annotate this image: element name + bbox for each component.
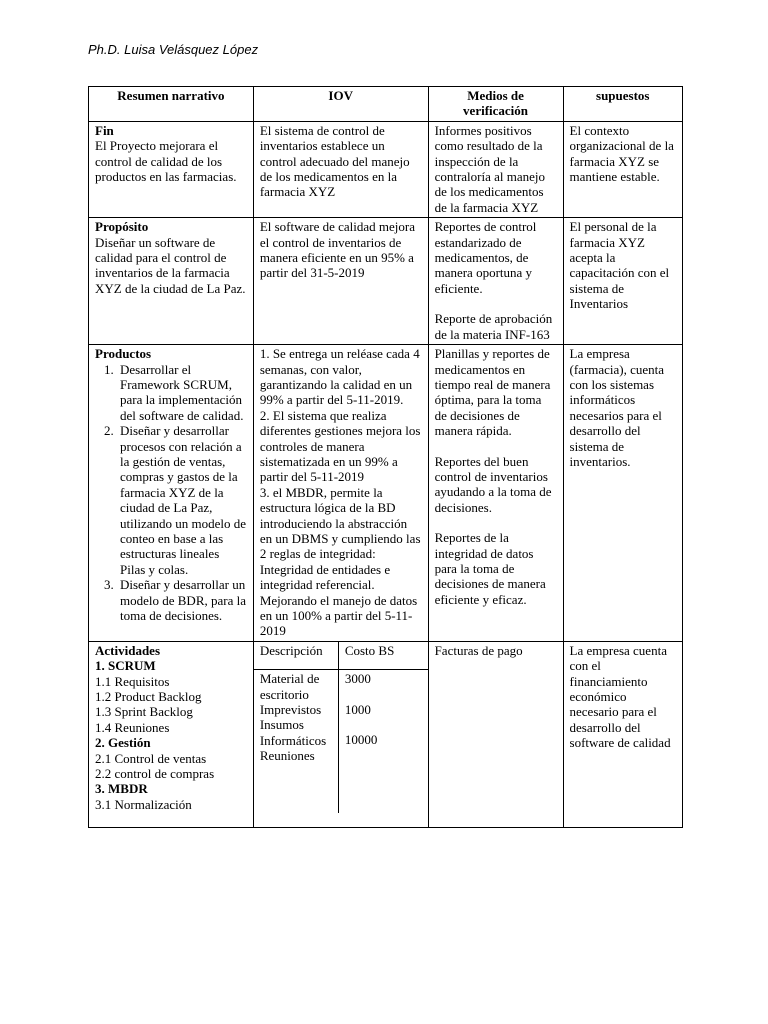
fin-iov: El sistema de control de inventarios establece un control adecuado del manejo de los medicamentos en la farmacia XYZ: [253, 121, 428, 217]
actividad-line: 1.2 Product Backlog: [95, 689, 202, 705]
fin-medios: Informes positivos como resultado de la inspección de la contraloría al manejo de los medicamentos de la farmacia XYZ: [428, 121, 563, 217]
costo-value: 10000: [344, 732, 378, 748]
header-medios: Medios de verificación: [428, 87, 563, 122]
row-productos: [89, 345, 683, 642]
list-item: 3. Diseñar y desarrollar un modelo de BDR, para la toma de decisiones.: [117, 577, 247, 623]
productos-supuestos: La empresa (farmacia), cuenta con los sistemas informáticos necesarios para el desarrollo del sistema de inventarios.: [563, 345, 682, 642]
productos-medios-2: Reportes del buen control de inventarios ayudando a la toma de decisiones.: [434, 453, 552, 515]
actividad-line: 3. MBDR: [95, 781, 148, 797]
productos-summary-cell: [89, 345, 254, 642]
actividades-supuestos: La empresa cuenta con el financiamiento económico necesario para el desarrollo del software de calidad: [563, 641, 682, 827]
proposito-title: Propósito: [95, 219, 149, 235]
proposito-iov: El software de calidad mejora el control de inventarios de manera eficiente en un 95% a partir del 31-5-2019: [253, 218, 428, 345]
costo-value: 1000: [344, 701, 371, 717]
productos-medios-1: Planillas y reportes de medicamentos en tiempo real de manera óptima, para la toma de decisiones de manera rápida.: [434, 346, 551, 439]
fin-title: Fin: [95, 122, 114, 138]
actividad-line: 1.4 Reuniones: [95, 719, 170, 735]
actividad-line: 1. SCRUM: [95, 658, 156, 674]
productos-medios-3: Reportes de la integridad de datos para la toma de decisiones de manera eficiente y eficaz.: [434, 530, 546, 607]
productos-medios-cell: [428, 345, 563, 642]
actividad-line: 1.1 Requisitos: [95, 673, 170, 689]
fin-summary-cell: [89, 121, 254, 217]
proposito-medios-2: Reporte de aprobación de la materia INF-163: [434, 311, 553, 342]
proposito-summary-cell: [89, 218, 254, 345]
costos-head-desc: Descripción: [254, 642, 339, 670]
actividad-line: 2.1 Control de ventas: [95, 750, 207, 766]
costos-table: [254, 642, 428, 813]
actividad-line: 1.3 Sprint Backlog: [95, 704, 193, 720]
actividad-line: 3.1 Normalización: [95, 796, 192, 812]
costos-desc: Material de escritorio Imprevistos Insumos Informáticos Reuniones: [254, 670, 339, 814]
header-supuestos: supuestos: [563, 87, 682, 122]
productos-iov-cell: [253, 345, 428, 642]
row-proposito: [89, 218, 683, 345]
row-fin: [89, 121, 683, 217]
actividades-medios: Facturas de pago: [428, 641, 563, 827]
costo-value: 3000: [344, 671, 371, 687]
list-item: 1. Desarrollar el Framework SCRUM, para la implementación del software de calidad.: [117, 362, 247, 424]
costos-values: [338, 670, 427, 814]
author-header: Ph.D. Luisa Velásquez López: [88, 42, 259, 57]
productos-iov-3: 3. el MBDR, permite la estructura lógica de la BD introduciendo la abstracción en un DBMS y cumpliendo las 2 reglas de integridad: Integridad de entidades e integridad referencial. Mejorando el manejo de datos en un 100% a partir del 5-11-2019: [259, 484, 421, 639]
list-item: 2. Diseñar y desarrollar procesos con relación a la gestión de ventas, compras y gastos de la farmacia XYZ de la ciudad de La Paz, utilizando un modelo de conteo en base a las estructuras lineales Pilas y colas.: [117, 423, 247, 577]
actividades-summary-cell: [89, 641, 254, 827]
header-resumen: Resumen narrativo: [89, 87, 254, 122]
proposito-summary: Diseñar un software de calidad para el control de inventarios de la farmacia XYZ de la ciudad de La Paz.: [95, 234, 246, 296]
productos-title: Productos: [95, 346, 152, 362]
marco-logico-table: [88, 86, 683, 828]
actividades-costos-cell: [253, 641, 428, 827]
actividad-line: 2.2 control de compras: [95, 766, 215, 782]
fin-summary: El Proyecto mejorara el control de calidad de los productos en las farmacias.: [95, 138, 237, 185]
actividades-title: Actividades: [95, 642, 160, 658]
row-actividades: [89, 641, 683, 827]
proposito-medios-1: Reportes de control estandarizado de medicamentos, de manera oportuna y eficiente.: [434, 219, 537, 296]
costos-head-cost: Costo BS: [338, 642, 427, 670]
productos-iov-1: 1. Se entrega un reléase cada 4 semanas, con valor, garantizando la calidad en un 99% a partir del 5-11-2019.: [259, 346, 420, 408]
header-iov: IOV: [253, 87, 428, 122]
productos-iov-2: 2. El sistema que realiza diferentes gestiones mejora los controles de manera sistematizada en un 99% a partir del 5-11-2019: [259, 407, 421, 485]
proposito-medios-cell: [428, 218, 563, 345]
fin-supuestos: El contexto organizacional de la farmacia XYZ se mantiene estable.: [563, 121, 682, 217]
actividad-line: 2. Gestión: [95, 735, 151, 751]
table-header-row: [89, 87, 683, 122]
productos-list: [95, 362, 247, 624]
proposito-supuestos: El personal de la farmacia XYZ acepta la capacitación con el sistema de Inventarios: [563, 218, 682, 345]
